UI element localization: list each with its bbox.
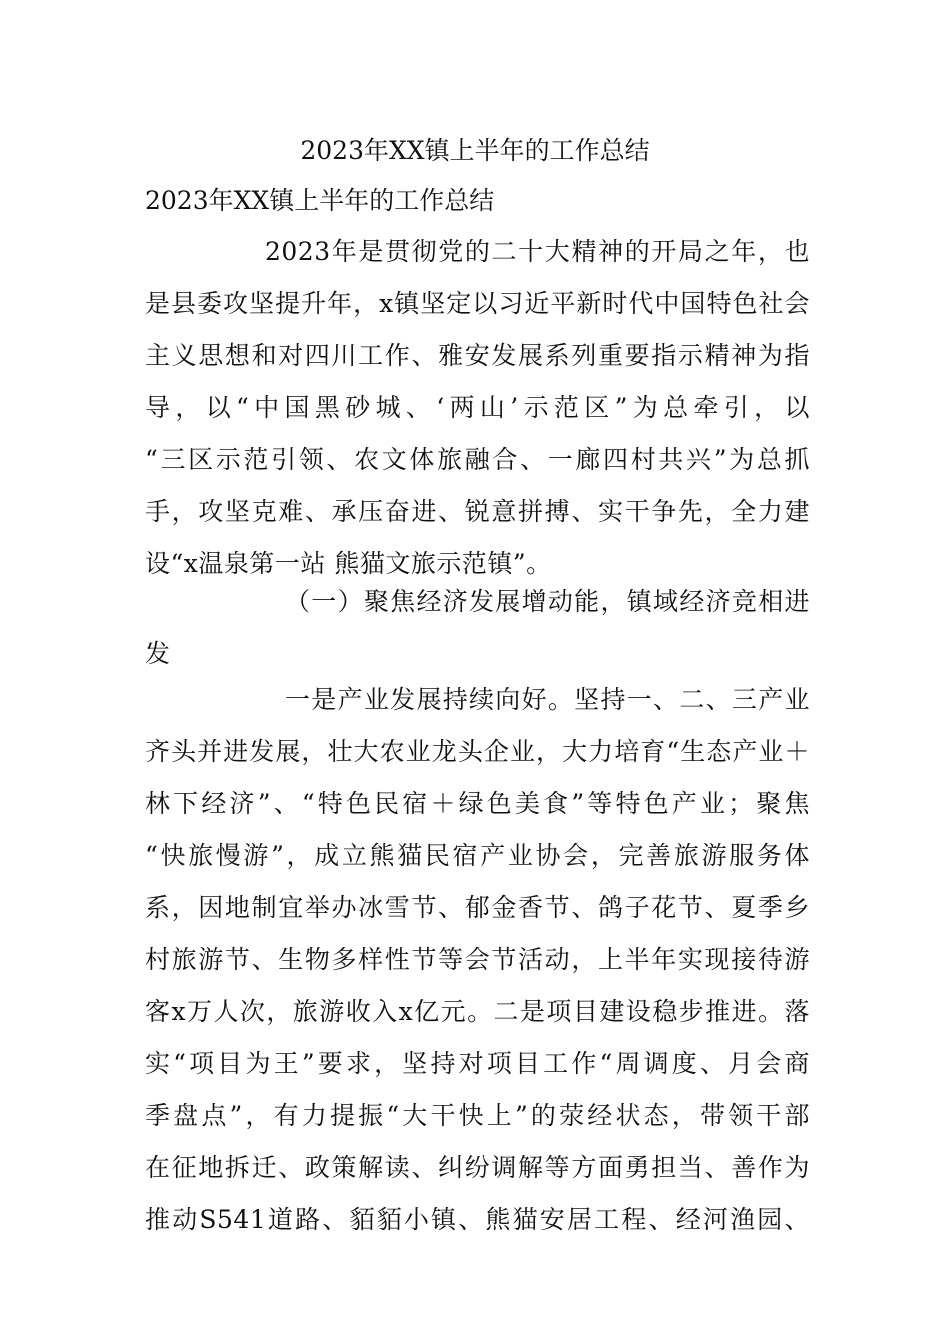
paragraph-industry (145, 674, 810, 1246)
document-title-left: 2023年XX镇上半年的工作总结 (145, 186, 495, 215)
paragraph-line: “快旅慢游”，成立熊猫民宿产业协会，完善旅游服务体 (145, 841, 810, 870)
paragraph-line: 在征地拆迁、政策解读、纠纷调解等方面勇担当、善作为 (145, 1153, 810, 1182)
paragraph-intro (145, 226, 810, 590)
paragraph-line: 主义思想和对四川工作、雅安发展系列重要指示精神为指 (145, 341, 810, 370)
document-title-centered: 2023年XX镇上半年的工作总结 (300, 136, 650, 165)
paragraph-line: 林下经济”、“特色民宿＋绿色美食”等特色产业；聚焦 (145, 789, 810, 818)
paragraph-line: 一是产业发展持续向好。坚持一、二、三产业 (285, 685, 810, 714)
paragraph-line: 导，以“中国黑砂城、‘两山’示范区”为总牵引，以 (145, 393, 810, 422)
paragraph-line: 是县委攻坚提升年，x镇坚定以习近平新时代中国特色社会 (145, 289, 810, 318)
paragraph-line: 手，攻坚克难、承压奋进、锐意拼搏、实干争先，全力建 (145, 497, 810, 526)
paragraph-line: 发 (145, 639, 171, 668)
paragraph-line: 客x万人次，旅游收入x亿元。二是项目建设稳步推进。落 (145, 997, 810, 1026)
section-heading-economy (145, 576, 810, 680)
paragraph-line: 季盘点”，有力提振“大干快上”的荥经状态，带领干部 (145, 1101, 810, 1130)
paragraph-line: 村旅游节、生物多样性节等会节活动，上半年实现接待游 (145, 945, 810, 974)
paragraph-line: 推动S541道路、貊貊小镇、熊猫安居工程、经河渔园、 (145, 1205, 810, 1234)
paragraph-line: 2023年是贯彻党的二十大精神的开局之年，也 (265, 237, 810, 266)
paragraph-line: 齐头并进发展，壮大农业龙头企业，大力培育“生态产业＋ (145, 737, 810, 766)
paragraph-line: 实“项目为王”要求，坚持对项目工作“周调度、月会商 (145, 1049, 810, 1078)
paragraph-line: 设“x温泉第一站 熊猫文旅示范镇”。 (145, 549, 552, 578)
paragraph-line: “三区示范引领、农文体旅融合、一廊四村共兴”为总抓 (145, 445, 810, 474)
paragraph-line: 系，因地制宜举办冰雪节、郁金香节、鸽子花节、夏季乡 (145, 893, 810, 922)
paragraph-line: （一）聚焦经济发展增动能，镇域经济竞相进 (285, 587, 810, 616)
